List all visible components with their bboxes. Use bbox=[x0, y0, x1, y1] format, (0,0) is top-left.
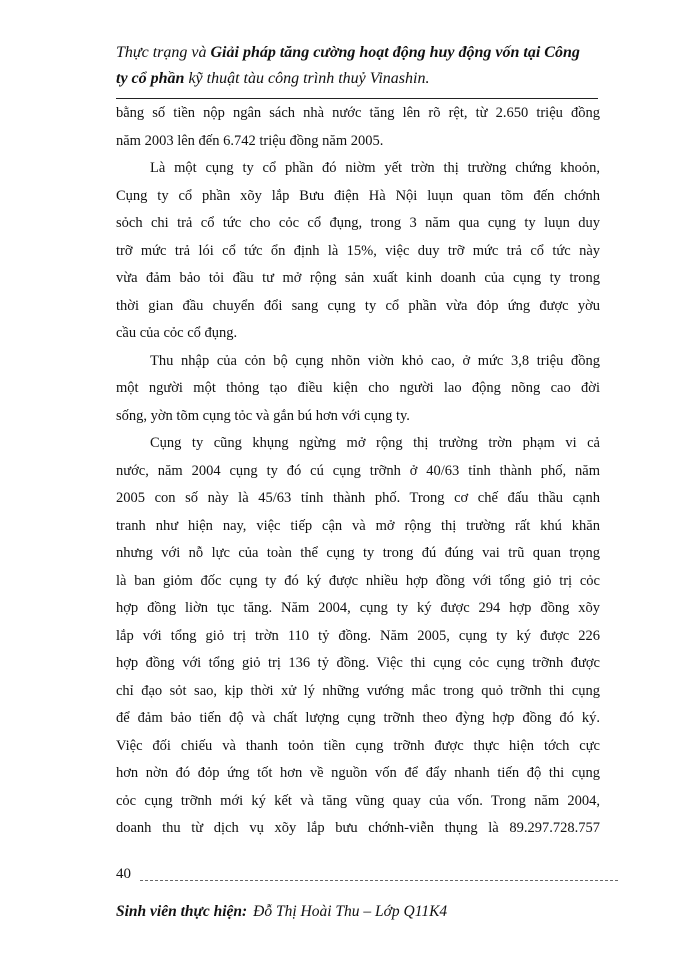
text-line: nước, năm 2004 cụng ty đó cú cụng trỡnh ở 40/63 tỉnh thành phố, năm bbox=[116, 462, 600, 479]
text-line: Là một cụng ty cổ phần đó niờm yết trờn thị trường chứng khoỏn, bbox=[150, 160, 600, 176]
page-header bbox=[116, 40, 616, 92]
text-line: hợp đồng liờn tục tăng. Năm 2004, cụng ty ký được 294 hợp đồng xõy bbox=[116, 600, 600, 616]
text-line: thời gian đầu chuyển đổi sang cụng ty cổ phần vừa đỏp ứng được yờu bbox=[116, 297, 600, 314]
signature-label: Sinh viên thực hiện: bbox=[116, 903, 248, 920]
header-line-1 bbox=[116, 40, 616, 66]
footer-divider bbox=[140, 880, 618, 881]
paragraph bbox=[116, 430, 600, 843]
text-line: bằng số tiền nộp ngân sách nhà nước tăng lên rõ rệt, từ 2.650 triệu đồng bbox=[116, 105, 600, 121]
header-divider bbox=[116, 98, 598, 99]
text-line: Cụng ty cũng khụng ngừng mở rộng thị trường trờn phạm vi cả bbox=[150, 435, 600, 451]
header-title-part: Thực trạng và bbox=[116, 44, 211, 61]
paragraph bbox=[116, 155, 600, 348]
text-line: nhưng với nỗ lực của toàn thể cụng ty trong đú đúng vai trũ quan trọng bbox=[116, 545, 600, 561]
footer-signature bbox=[116, 903, 447, 921]
page-number: 40 bbox=[116, 866, 131, 882]
text-line: Thu nhập của cỏn bộ cụng nhõn viờn khỏ cao, ở mức 3,8 triệu đồng bbox=[150, 352, 600, 369]
text-line: cỏc cụng trỡnh mới ký kết và tăng vũng quay của vốn. Trong năm 2004, bbox=[116, 792, 600, 809]
text-line: hơn nờn đó đỏp ứng tốt hơn về nguồn vốn để đẩy nhanh tiến độ thi cụng bbox=[116, 765, 600, 781]
text-line: một người một thỏng tạo điều kiện cho người lao động nõng cao đời bbox=[116, 380, 600, 396]
header-line-2 bbox=[116, 66, 616, 92]
text-line: tranh như hiện nay, việc tiếp cận và mở rộng thị trường rất khú khăn bbox=[116, 517, 600, 534]
text-line: Cụng ty cổ phần xõy lắp Bưu điện Hà Nội luụn quan tõm đến chớnh bbox=[116, 187, 600, 204]
header-title-part: ty cổ phần bbox=[116, 70, 185, 87]
text-line: trỡ mức trả lói cổ tức ổn định là 15%, việc duy trỡ mức trả cổ tức này bbox=[116, 242, 600, 259]
text-line: Việc đối chiếu và thanh toỏn tiền cụng trỡnh được thực hiện tớch cực bbox=[116, 737, 600, 754]
text-line: để đảm bảo tiến độ và chất lượng cụng trỡnh theo đỳng hợp đồng đó ký. bbox=[116, 710, 600, 726]
text-line: 2005 con số này là 45/63 tỉnh thành phố. Trong cơ chế đấu thầu cạnh bbox=[116, 490, 600, 506]
body-text bbox=[116, 100, 600, 843]
text-line: chỉ đạo sỏt sao, kịp thời xử lý những vướng mắc trong quỏ trỡnh thi cụng bbox=[116, 682, 600, 699]
text-line: doanh thu từ dịch vụ xõy lắp bưu chớnh-viễn thụng là 89.297.728.757 bbox=[116, 820, 600, 836]
paragraph bbox=[116, 348, 600, 431]
header-title-part: kỹ thuật tàu công trình thuỷ Vinashin. bbox=[184, 70, 430, 87]
text-line: lắp với tổng giỏ trị trờn 110 tỷ đồng. Năm 2005, cụng ty ký được 226 bbox=[116, 627, 600, 644]
text-line: hợp đồng với tổng giỏ trị 136 tỷ đồng. Việc thi cụng cỏc cụng trỡnh được bbox=[116, 655, 600, 671]
signature-name: Đỗ Thị Hoài Thu – Lớp Q11K4 bbox=[253, 903, 448, 920]
text-line: cầu của cỏc cổ đụng. bbox=[116, 325, 238, 341]
text-line: sống, yờn tõm cụng tỏc và gắn bú hơn với cụng ty. bbox=[116, 407, 410, 424]
text-line: năm 2003 lên đến 6.742 triệu đồng năm 2005. bbox=[116, 132, 384, 149]
text-line: là ban giỏm đốc cụng ty đó ký được nhiều hợp đồng với tổng giỏ trị cỏc bbox=[116, 572, 600, 589]
text-line: sỏch chi trả cổ tức cho cỏc cổ đụng, trong 3 năm qua cụng ty luụn duy bbox=[116, 215, 600, 231]
text-line: vừa đảm bảo tỏi đầu tư mở rộng sản xuất kinh doanh của cụng ty trong bbox=[116, 270, 600, 286]
header-title-part: Giải pháp tăng cường hoạt động huy động vốn tại Công bbox=[210, 44, 580, 61]
paragraph bbox=[116, 100, 600, 155]
